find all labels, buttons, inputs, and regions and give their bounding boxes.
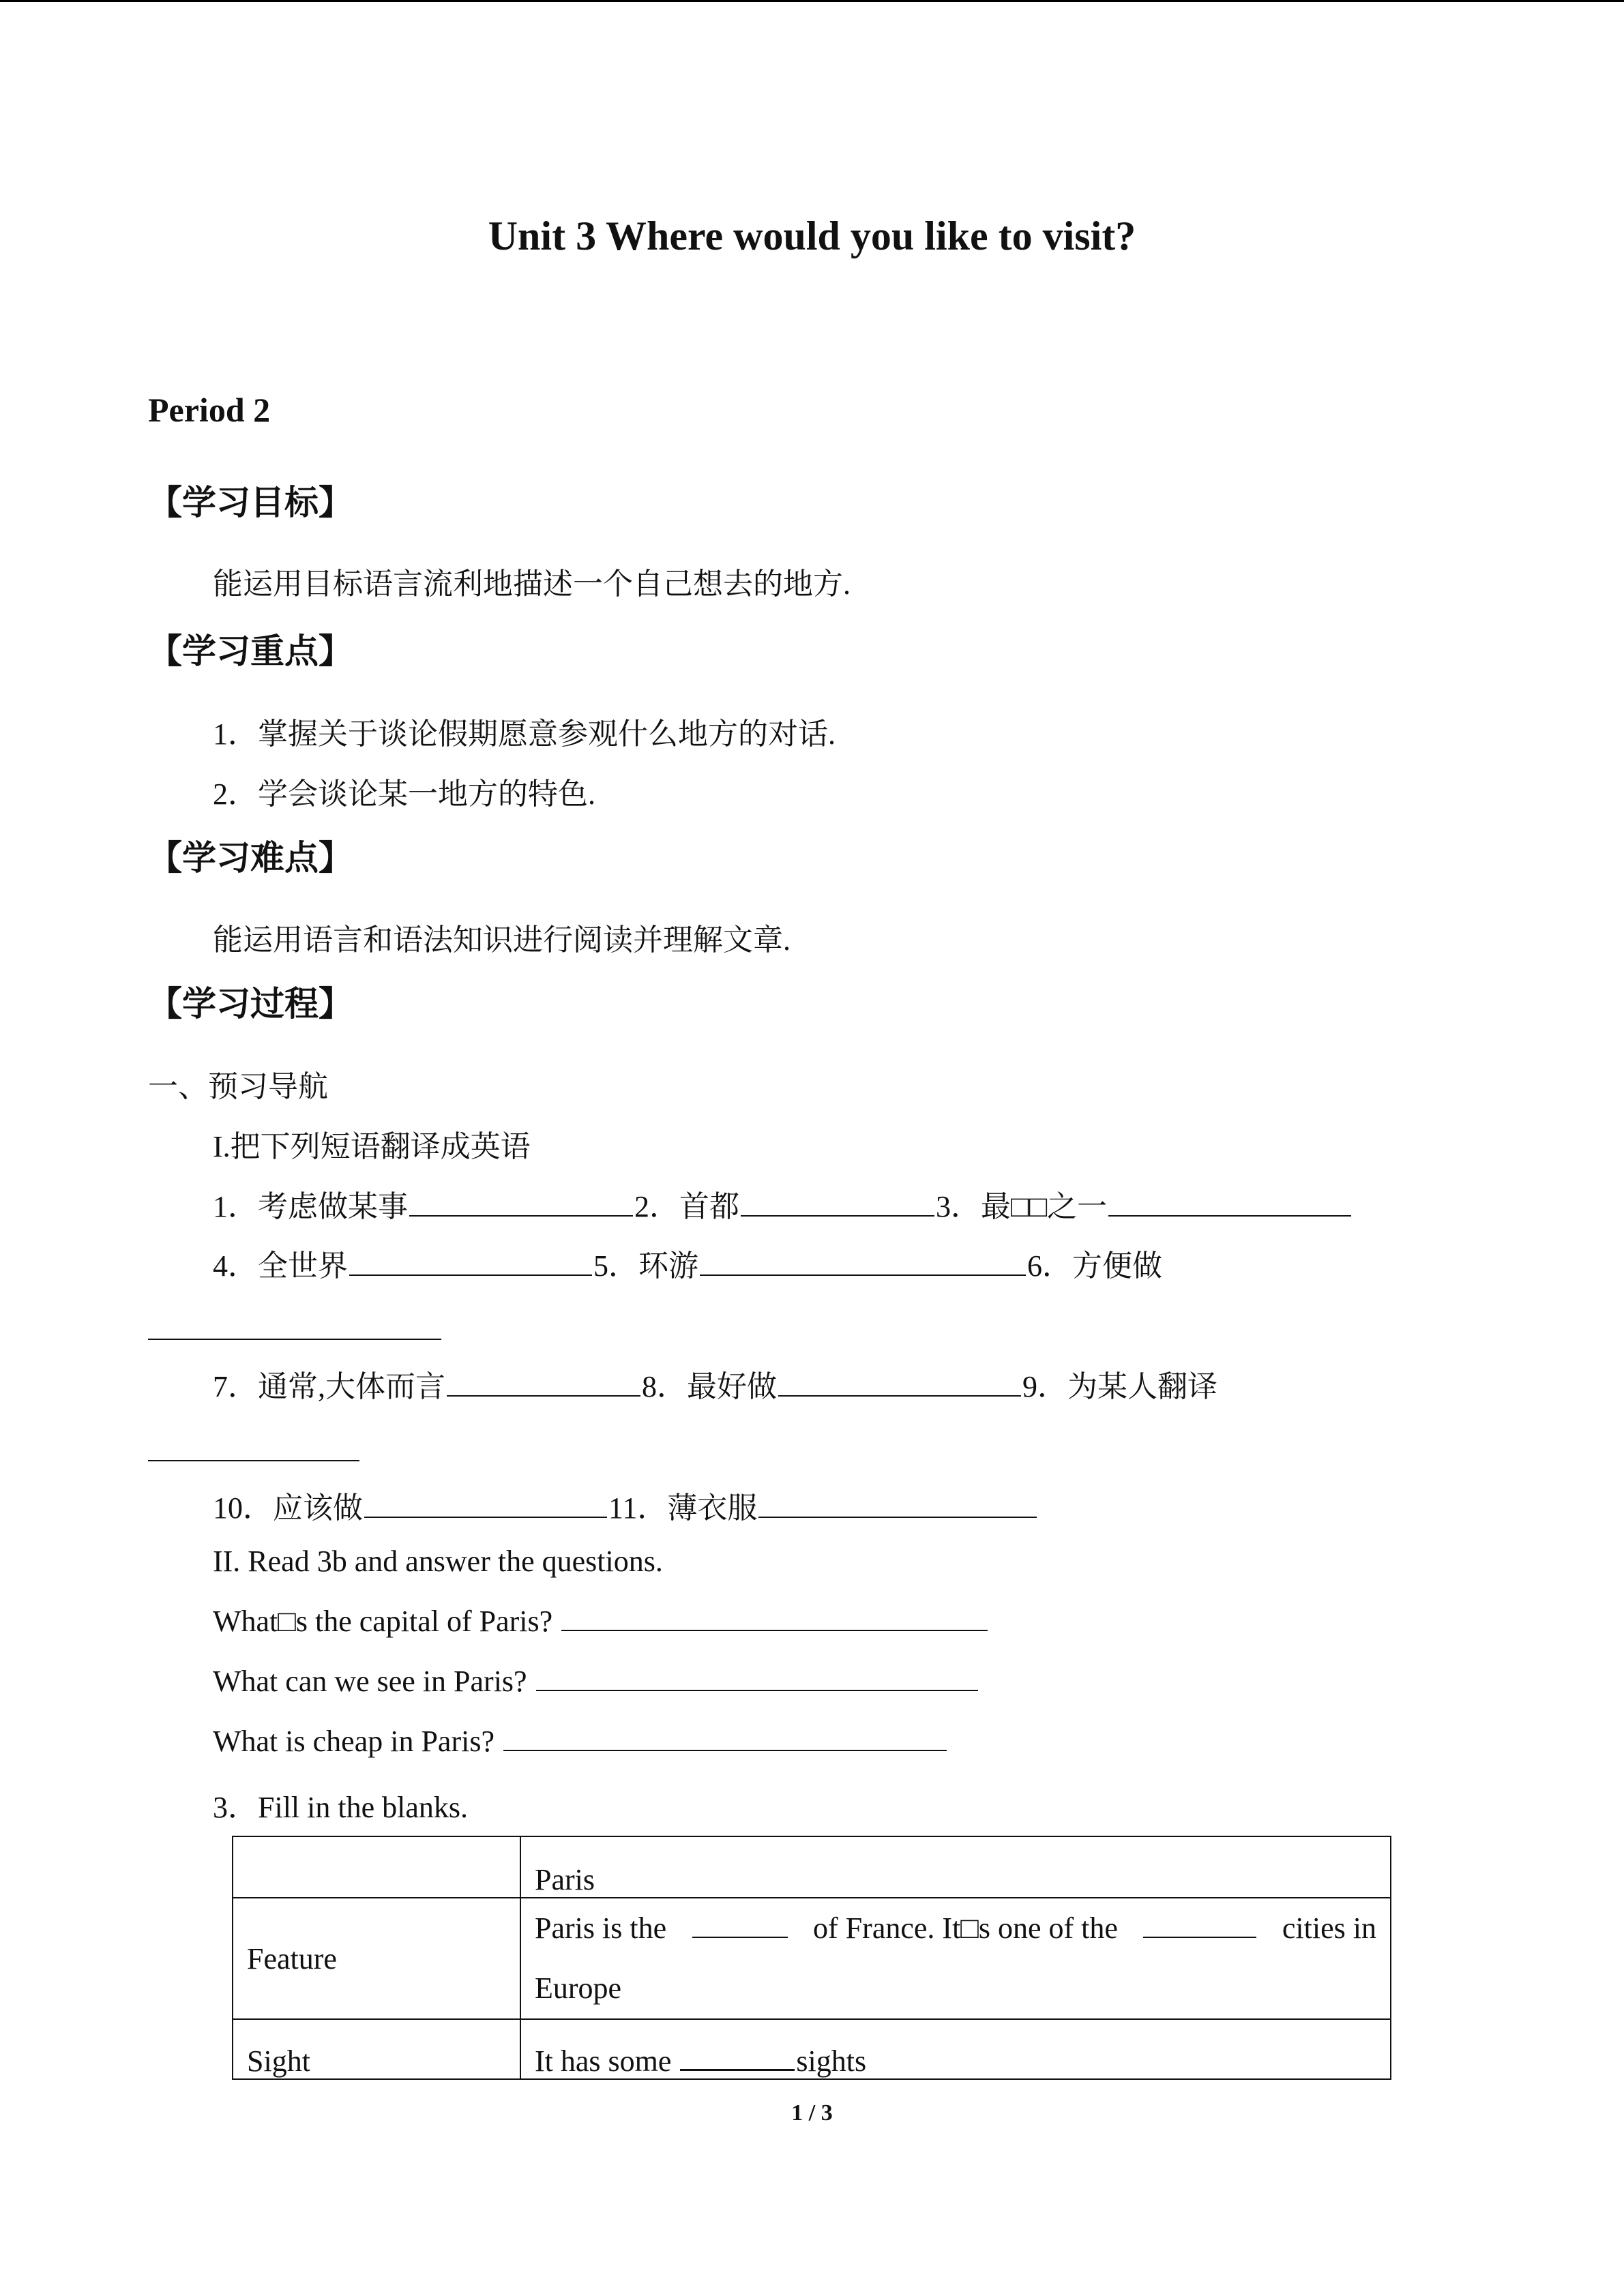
difficulties-heading: 【学习难点】 [148, 838, 353, 878]
answer-blank-7[interactable] [447, 1395, 640, 1397]
preview-guide-title: 一、预习导航 [148, 1070, 328, 1103]
phrase-7: 7．通常,大体而言 [213, 1370, 445, 1403]
phrase-row-1 [213, 1182, 1353, 1225]
phrase-6: 6．方便做 [1027, 1249, 1162, 1283]
table-header-cell-paris: Paris [520, 1836, 1391, 1898]
page-title: Unit 3 Where would you like to visit? [488, 213, 1136, 258]
process-heading: 【学习过程】 [148, 984, 353, 1024]
sight-blank[interactable] [680, 2068, 795, 2071]
question-row-3 [213, 1724, 948, 1759]
phrase-4: 4．全世界 [213, 1249, 348, 1283]
feature-text-d: Europe [535, 1971, 622, 2005]
answer-blank-9[interactable] [148, 1459, 359, 1461]
phrase-8: 8．最好做 [642, 1370, 777, 1403]
key-points-heading: 【学习重点】 [148, 631, 353, 671]
phrase-5: 5．环游 [593, 1249, 698, 1283]
question-answer-blank-2[interactable] [536, 1689, 978, 1691]
answer-blank-11[interactable] [758, 1516, 1037, 1518]
table-header-row [233, 1836, 1391, 1898]
question-answer-blank-1[interactable] [561, 1629, 988, 1631]
phrase-10: 10．应该做 [213, 1491, 363, 1525]
answer-blank-5[interactable] [700, 1274, 1026, 1276]
phrase-3: 3．最□□之一 [936, 1190, 1108, 1223]
key-point-item: 2．学会谈论某一地方的特色. [213, 777, 595, 811]
answer-blank-2[interactable] [741, 1214, 934, 1217]
phrase-2: 2．首都 [634, 1190, 739, 1223]
phrase-row-4 [213, 1483, 1038, 1527]
phrase-row-2 [213, 1241, 1162, 1285]
answer-blank-1[interactable] [409, 1214, 633, 1217]
table-row [233, 1898, 1391, 2019]
sight-text-a: It has some [535, 2044, 672, 2078]
question-answer-blank-3[interactable] [503, 1749, 947, 1751]
feature-text-b: of France. It□s one of the [813, 1911, 1118, 1945]
phrase-1: 1．考虑做某事 [213, 1190, 408, 1223]
answer-blank-6[interactable] [148, 1338, 441, 1340]
objectives-heading: 【学习目标】 [148, 483, 353, 522]
feature-blank-1[interactable] [692, 1936, 788, 1938]
difficulties-text: 能运用语言和语法知识进行阅读并理解文章. [213, 923, 791, 957]
fill-in-table [232, 1836, 1391, 2080]
answer-blank-3[interactable] [1108, 1214, 1351, 1217]
sight-cell [520, 2019, 1391, 2079]
part-ii-title: II. Read 3b and answer the questions. [213, 1545, 663, 1578]
question-2: What can we see in Paris? [213, 1665, 527, 1698]
question-row-1 [213, 1604, 989, 1639]
top-border [0, 0, 1624, 2]
part-i-title: I.把下列短语翻译成英语 [213, 1130, 531, 1163]
page-number: 1 / 3 [791, 2100, 833, 2126]
feature-text-a: Paris is the [535, 1911, 667, 1945]
feature-cell [520, 1898, 1391, 2019]
objectives-text: 能运用目标语言流利地描述一个自己想去的地方. [213, 567, 851, 601]
answer-blank-10[interactable] [364, 1516, 607, 1518]
table-header-cell-empty [233, 1836, 520, 1898]
phrase-row-3 [213, 1362, 1217, 1405]
phrase-11: 11．薄衣服 [608, 1491, 758, 1525]
sight-text-b: sights [796, 2044, 867, 2078]
period-label: Period 2 [148, 391, 271, 429]
row-label-sight: Sight [233, 2019, 520, 2079]
question-row-2 [213, 1664, 979, 1699]
table-row [233, 2019, 1391, 2079]
part-3-title: 3．Fill in the blanks. [213, 1791, 468, 1824]
question-1: What□s the capital of Paris? [213, 1605, 553, 1638]
feature-text-c: cities in [1282, 1911, 1376, 1945]
answer-blank-8[interactable] [778, 1395, 1021, 1397]
key-point-item: 1．掌握关于谈论假期愿意参观什么地方的对话. [213, 717, 836, 751]
row-label-feature: Feature [233, 1898, 520, 2019]
question-3: What is cheap in Paris? [213, 1725, 494, 1758]
phrase-9: 9．为某人翻译 [1022, 1370, 1217, 1403]
answer-blank-4[interactable] [349, 1274, 592, 1276]
feature-blank-2[interactable] [1143, 1936, 1256, 1938]
